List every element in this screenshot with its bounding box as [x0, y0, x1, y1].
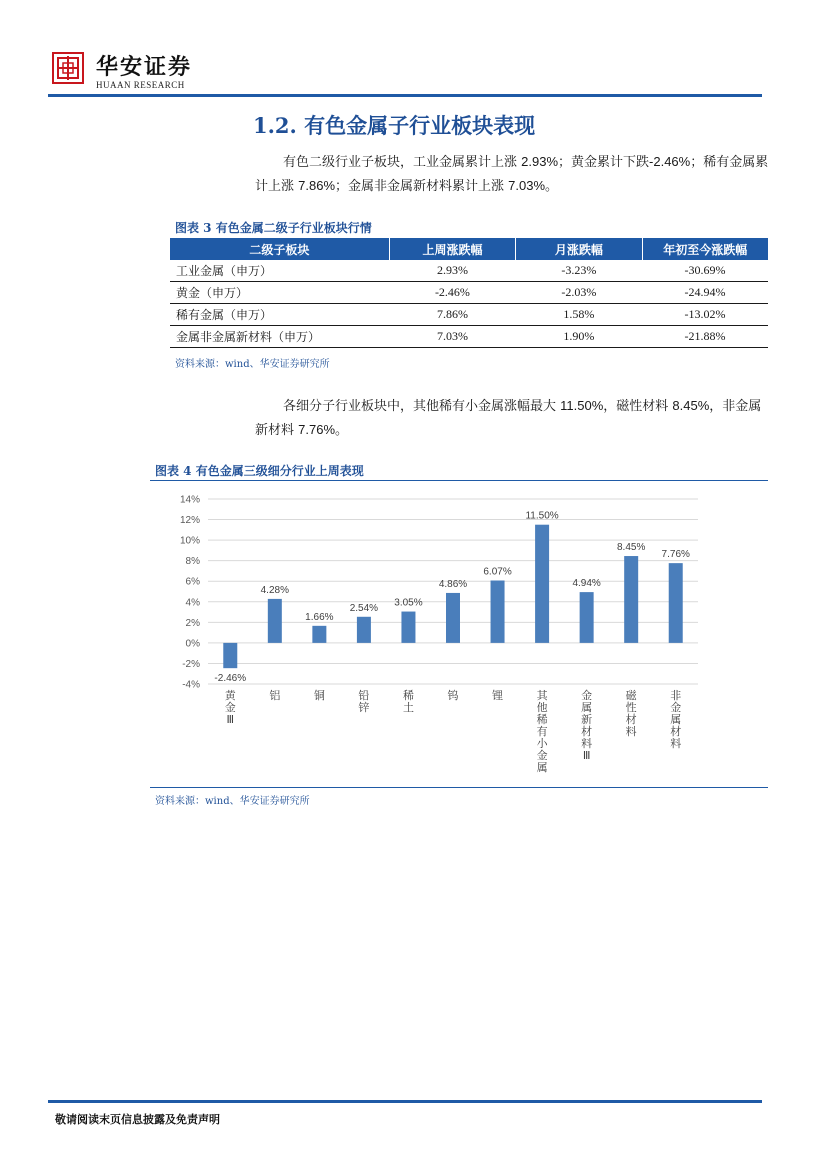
table-row	[170, 326, 768, 348]
bar	[535, 525, 549, 643]
table-cell: -2.03%	[516, 282, 642, 304]
table-cell: 7.03%	[389, 326, 515, 348]
x-tick-label: 稀	[536, 713, 548, 726]
data-label: 4.28%	[260, 584, 289, 596]
x-tick-label: 料	[670, 737, 682, 750]
table-header-cell: 上周涨跌幅	[389, 238, 515, 260]
bar	[401, 612, 415, 643]
y-tick-label: -2%	[182, 658, 200, 670]
bar	[268, 599, 282, 643]
x-tick-label: 材	[625, 713, 637, 726]
y-tick-label: 0%	[185, 638, 200, 650]
x-tick-label: 金	[536, 749, 548, 762]
y-tick-label: 12%	[179, 515, 200, 527]
para2-value-1: 11.50%	[560, 398, 604, 413]
data-label: 11.50%	[525, 510, 559, 522]
table-header-row	[170, 238, 768, 260]
para1-text-3: ；稀有金属累计上涨	[255, 155, 769, 194]
x-tick-label: 铅	[358, 689, 370, 702]
table-cell: 金属非金属新材料（申万）	[170, 326, 389, 348]
x-tick-label: 土	[402, 701, 414, 714]
x-tick-label: 材	[670, 725, 682, 738]
table-cell: -30.69%	[642, 260, 768, 282]
bar	[312, 626, 326, 643]
para1-text-1: 有色二级行业子板块，工业金属累计上涨	[283, 155, 522, 170]
x-tick-label: 锌	[358, 701, 370, 714]
para2-text-2: ，磁性材料	[603, 399, 673, 414]
logo-name: 华安证券	[96, 54, 193, 80]
para1-value-2: -2.46%	[649, 154, 691, 169]
x-tick-label: 料	[625, 725, 637, 738]
sector-performance-table	[170, 238, 768, 348]
x-tick-label: 金	[670, 701, 682, 714]
x-tick-label: 铝	[269, 689, 281, 702]
bar	[223, 643, 237, 668]
table-cell: -21.88%	[642, 326, 768, 348]
data-label: 4.86%	[438, 578, 468, 590]
data-label: 8.45%	[617, 542, 646, 554]
x-tick-label: 锂	[492, 689, 504, 702]
table-cell: 7.86%	[389, 304, 515, 326]
table-header-cell: 月涨跌幅	[516, 238, 642, 260]
data-label: 2.54%	[349, 602, 379, 614]
bar	[669, 563, 683, 643]
x-tick-label: 有	[536, 725, 548, 738]
x-tick-label: 材	[581, 725, 593, 738]
para2-value-2: 8.45%	[672, 398, 710, 413]
para2-text-4: 。	[335, 423, 349, 438]
table-cell: -24.94%	[642, 282, 768, 304]
bar	[446, 593, 460, 643]
para1-text-4: ；金属非金属新材料累计上涨	[335, 179, 509, 194]
table-cell: 工业金属（申万）	[170, 260, 389, 282]
paragraph-subsectors	[255, 394, 770, 442]
chart4-caption: 图表 4 有色金属三级细分行业上周表现	[155, 464, 364, 478]
x-tick-label: 黄	[224, 689, 236, 702]
para2-text-3: ，非金属新材料	[255, 399, 762, 438]
x-tick-label: Ⅲ	[582, 749, 591, 762]
para1-value-4: 7.03%	[508, 178, 546, 193]
x-tick-label: Ⅲ	[226, 713, 235, 726]
table3-source: 资料来源：wind、华安证券研究所	[175, 359, 330, 370]
x-tick-label: 磁	[625, 689, 637, 702]
x-tick-label: 属	[670, 713, 682, 726]
table-cell: 黄金（申万）	[170, 282, 389, 304]
logo-emblem	[52, 52, 84, 84]
para2-text-1: 各细分子行业板块中，其他稀有小金属涨幅最大	[283, 399, 561, 414]
footer-disclaimer: 敬请阅读末页信息披露及免责声明	[55, 1113, 220, 1126]
bar	[491, 581, 505, 643]
data-label: -2.46%	[214, 673, 247, 685]
x-tick-label: 钨	[447, 689, 459, 702]
x-tick-label: 稀	[402, 689, 414, 702]
footer-rule	[48, 1100, 762, 1103]
chart4-source: 资料来源：wind、华安证券研究所	[155, 796, 310, 807]
y-tick-label: 6%	[185, 576, 200, 588]
x-tick-label: 金	[581, 689, 593, 702]
para2-value-3: 7.76%	[298, 422, 336, 437]
table-cell: -3.23%	[516, 260, 642, 282]
x-tick-label: 属	[581, 701, 593, 714]
x-tick-label: 其	[536, 689, 548, 702]
table-cell: 1.58%	[516, 304, 642, 326]
y-tick-label: 2%	[185, 617, 200, 629]
logo-emblem-icon	[54, 54, 82, 82]
bar	[580, 592, 594, 643]
x-tick-label: 金	[224, 701, 236, 714]
data-label: 1.66%	[305, 611, 334, 623]
data-label: 4.94%	[572, 578, 601, 590]
y-tick-label: -4%	[182, 679, 200, 691]
table-cell: -13.02%	[642, 304, 768, 326]
x-tick-label: 性	[625, 701, 637, 714]
y-tick-label: 14%	[179, 494, 200, 506]
x-tick-label: 小	[536, 737, 548, 750]
x-tick-label: 新	[581, 713, 593, 726]
table-cell: 2.93%	[389, 260, 515, 282]
section-title: 1.2. 有色金属子行业板块表现	[253, 113, 536, 138]
table3-caption: 图表 3 有色金属二级子行业板块行情	[175, 221, 372, 235]
chart4-caption-rule	[150, 480, 768, 481]
para1-value-3: 7.86%	[298, 178, 336, 193]
x-tick-label: 铜	[313, 689, 325, 702]
table-row	[170, 304, 768, 326]
y-tick-label: 10%	[179, 535, 200, 547]
x-tick-label: 属	[536, 761, 548, 774]
table-row	[170, 282, 768, 304]
y-tick-label: 4%	[185, 597, 200, 609]
x-tick-label: 他	[536, 701, 548, 714]
subsector-bar-chart	[150, 482, 768, 787]
data-label: 6.07%	[483, 566, 512, 578]
data-label: 7.76%	[661, 549, 690, 561]
table-header-cell: 二级子板块	[170, 238, 389, 260]
y-tick-label: 8%	[185, 556, 200, 568]
para1-text-5: 。	[545, 179, 559, 194]
table-header-cell: 年初至今涨跌幅	[642, 238, 768, 260]
logo-subtitle: HUAAN RESEARCH	[96, 80, 185, 90]
table-row	[170, 260, 768, 282]
table-cell: -2.46%	[389, 282, 515, 304]
bar	[624, 556, 638, 643]
data-label: 3.05%	[394, 597, 423, 609]
x-tick-label: 非	[670, 689, 682, 702]
paragraph-secondary-sectors	[255, 150, 770, 198]
chart4-bottom-rule	[150, 787, 768, 788]
bar	[357, 617, 371, 643]
para1-value-1: 2.93%	[521, 154, 559, 169]
header-rule	[48, 94, 762, 97]
para1-text-2: ；黄金累计下跌	[558, 155, 650, 170]
x-tick-label: 料	[581, 737, 593, 750]
table-cell: 稀有金属（申万）	[170, 304, 389, 326]
table-cell: 1.90%	[516, 326, 642, 348]
